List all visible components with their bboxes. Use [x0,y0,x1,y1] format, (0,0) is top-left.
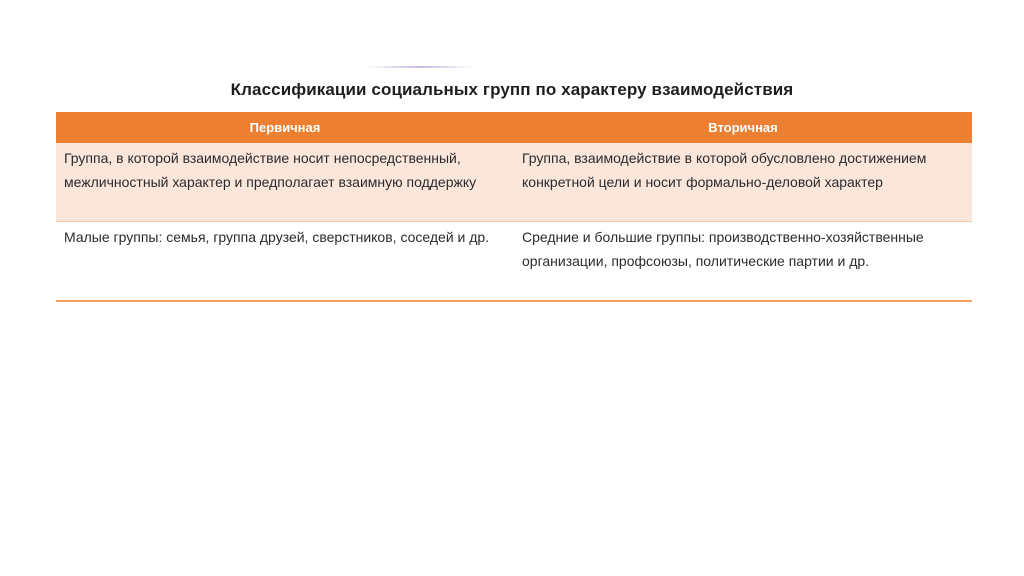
table-cell-secondary-examples: Средние и большие группы: производственно-хозяйственные организации, профсоюзы, политические партии и др. [514,222,972,302]
table-cell-primary-examples: Малые группы: семья, группа друзей, сверстников, соседей и др. [56,222,514,302]
classification-table [56,112,972,302]
table-header-row [56,112,972,143]
table-row [56,143,972,222]
table-row [56,222,972,302]
slide-title: Классификации социальных групп по характеру взаимодействия [230,80,794,99]
table-cell-primary-definition: Группа, в которой взаимодействие носит непосредственный, межличностный характер и предполагает взаимную поддержку [56,143,514,222]
decorative-line [365,66,475,68]
header-secondary: Вторичная [514,112,972,143]
table-cell-secondary-definition: Группа, взаимодействие в которой обусловлено достижением конкретной цели и носит формально-деловой характер [514,143,972,222]
header-primary: Первичная [56,112,514,143]
